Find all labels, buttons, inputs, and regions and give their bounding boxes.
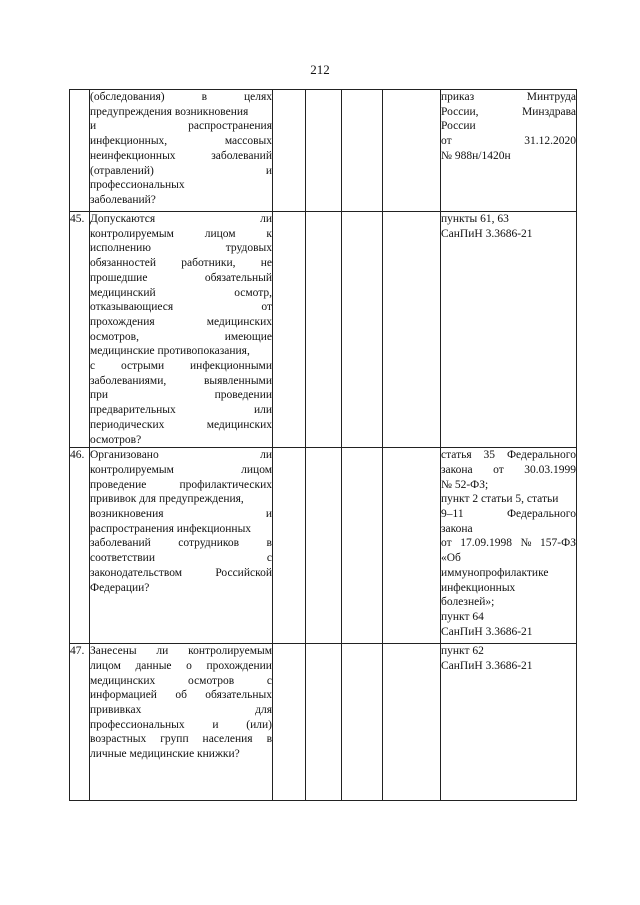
text-line: иммунопрофилактике <box>441 566 549 579</box>
text-line: медицинские противопоказания, <box>90 345 250 358</box>
text-line: лицом данные о прохождении <box>90 659 272 672</box>
text-line: (отравлений) и <box>90 164 272 177</box>
row-number: 46. <box>70 448 90 644</box>
table-row <box>70 212 577 448</box>
text-line: соответствии с <box>90 552 272 565</box>
text-line: от 31.12.2020 <box>441 135 576 148</box>
text-line: приказ Минтруда <box>441 91 576 103</box>
checklist-table <box>69 89 577 801</box>
text-line: осмотров? <box>90 433 142 446</box>
text-line: России, Минздрава <box>441 105 576 118</box>
text-line: неинфекционных заболеваний <box>90 149 272 162</box>
text-line: и распространения <box>90 120 272 133</box>
table-row <box>70 448 577 644</box>
text-line: прошедшие обязательный <box>90 271 272 284</box>
answer-cell <box>306 448 342 644</box>
answer-cell <box>383 90 441 212</box>
reference-cell <box>441 644 577 801</box>
answer-cell <box>342 448 383 644</box>
answer-cell <box>273 644 306 801</box>
text-line: прививках для <box>90 704 272 717</box>
question-cell <box>90 644 273 801</box>
text-line: СанПиН 3.3686-21 <box>441 659 533 672</box>
answer-cell <box>342 212 383 448</box>
question-cell <box>90 90 273 212</box>
text-line: России <box>441 120 476 133</box>
text-line: от 17.09.1998 № 157-ФЗ <box>441 537 576 550</box>
question-cell <box>90 448 273 644</box>
reference-cell <box>441 212 577 448</box>
text-line: СанПиН 3.3686-21 <box>441 625 533 638</box>
text-line: предупреждения возникновения <box>90 105 249 118</box>
answer-cell <box>306 644 342 801</box>
text-line: закона от 30.03.1999 <box>441 463 576 476</box>
row-number: 47. <box>70 644 90 801</box>
text-line: осмотров, имеющие <box>90 330 272 343</box>
answer-cell <box>273 212 306 448</box>
text-line: предварительных или <box>90 404 272 417</box>
text-line: заболеваний? <box>90 193 156 206</box>
text-line: профессиональных <box>90 179 185 192</box>
text-line: проведение профилактических <box>90 478 272 491</box>
text-line: «Об <box>441 552 461 565</box>
text-line: заболеваний сотрудников в <box>90 537 272 550</box>
text-line: пункты 61, 63 <box>441 213 509 225</box>
text-line: возникновения и <box>90 508 272 521</box>
text-line: пункт 64 <box>441 610 484 623</box>
text-line: Федерации? <box>90 581 150 594</box>
text-line: № 52-ФЗ; <box>441 478 489 491</box>
answer-cell <box>273 448 306 644</box>
table-row <box>70 90 577 212</box>
text-line: медицинский осмотр, <box>90 286 272 299</box>
text-line: профессиональных и (или) <box>90 718 272 731</box>
answer-cell <box>383 212 441 448</box>
answer-cell <box>273 90 306 212</box>
text-line: контролируемым лицом к <box>90 227 272 240</box>
text-line: отказывающиеся от <box>90 301 272 314</box>
row-number <box>70 90 90 212</box>
text-line: медицинских осмотров с <box>90 674 272 687</box>
text-line: распространения инфекционных <box>90 522 252 535</box>
text-line: контролируемым лицом <box>90 463 272 476</box>
text-line: обязанностей работники, не <box>90 257 272 270</box>
reference-cell <box>441 448 577 644</box>
text-line: информацией об обязательных <box>90 689 272 702</box>
text-line: возрастных групп населения в <box>90 733 272 746</box>
answer-cell <box>306 212 342 448</box>
text-line: статья 35 Федерального <box>441 449 576 462</box>
text-line: 9–11 Федерального <box>441 508 576 521</box>
reference-cell <box>441 90 577 212</box>
answer-cell <box>342 90 383 212</box>
text-line: пункт 2 статьи 5, статьи <box>441 493 559 506</box>
text-line: Занесены ли контролируемым <box>90 645 272 658</box>
text-line: СанПиН 3.3686-21 <box>441 227 533 240</box>
text-line: инфекционных <box>441 581 516 594</box>
text-line: закона <box>441 522 473 535</box>
text-line: (обследования) в целях <box>90 91 272 103</box>
text-line: инфекционных, массовых <box>90 135 272 148</box>
question-cell <box>90 212 273 448</box>
text-line: при проведении <box>90 389 272 402</box>
text-line: пункт 62 <box>441 645 484 658</box>
answer-cell <box>383 448 441 644</box>
page-number: 212 <box>310 62 330 77</box>
text-line: исполнению трудовых <box>90 242 272 255</box>
row-number: 45. <box>70 212 90 448</box>
text-line: прививок для предупреждения, <box>90 493 244 506</box>
text-line: № 988н/1420н <box>441 149 511 162</box>
text-line: болезней»; <box>441 596 495 609</box>
text-line: периодических медицинских <box>90 418 272 431</box>
text-line: прохождения медицинских <box>90 315 272 328</box>
text-line: личные медицинские книжки? <box>90 748 240 761</box>
text-line: Организовано ли <box>90 449 272 462</box>
answer-cell <box>306 90 342 212</box>
table-row <box>70 644 577 801</box>
answer-cell <box>342 644 383 801</box>
text-line: Допускаются ли <box>90 213 272 225</box>
text-line: законодательством Российской <box>90 566 272 579</box>
text-line: заболеваниями, выявленными <box>90 374 272 387</box>
text-line: с острыми инфекционными <box>90 360 272 373</box>
answer-cell <box>383 644 441 801</box>
